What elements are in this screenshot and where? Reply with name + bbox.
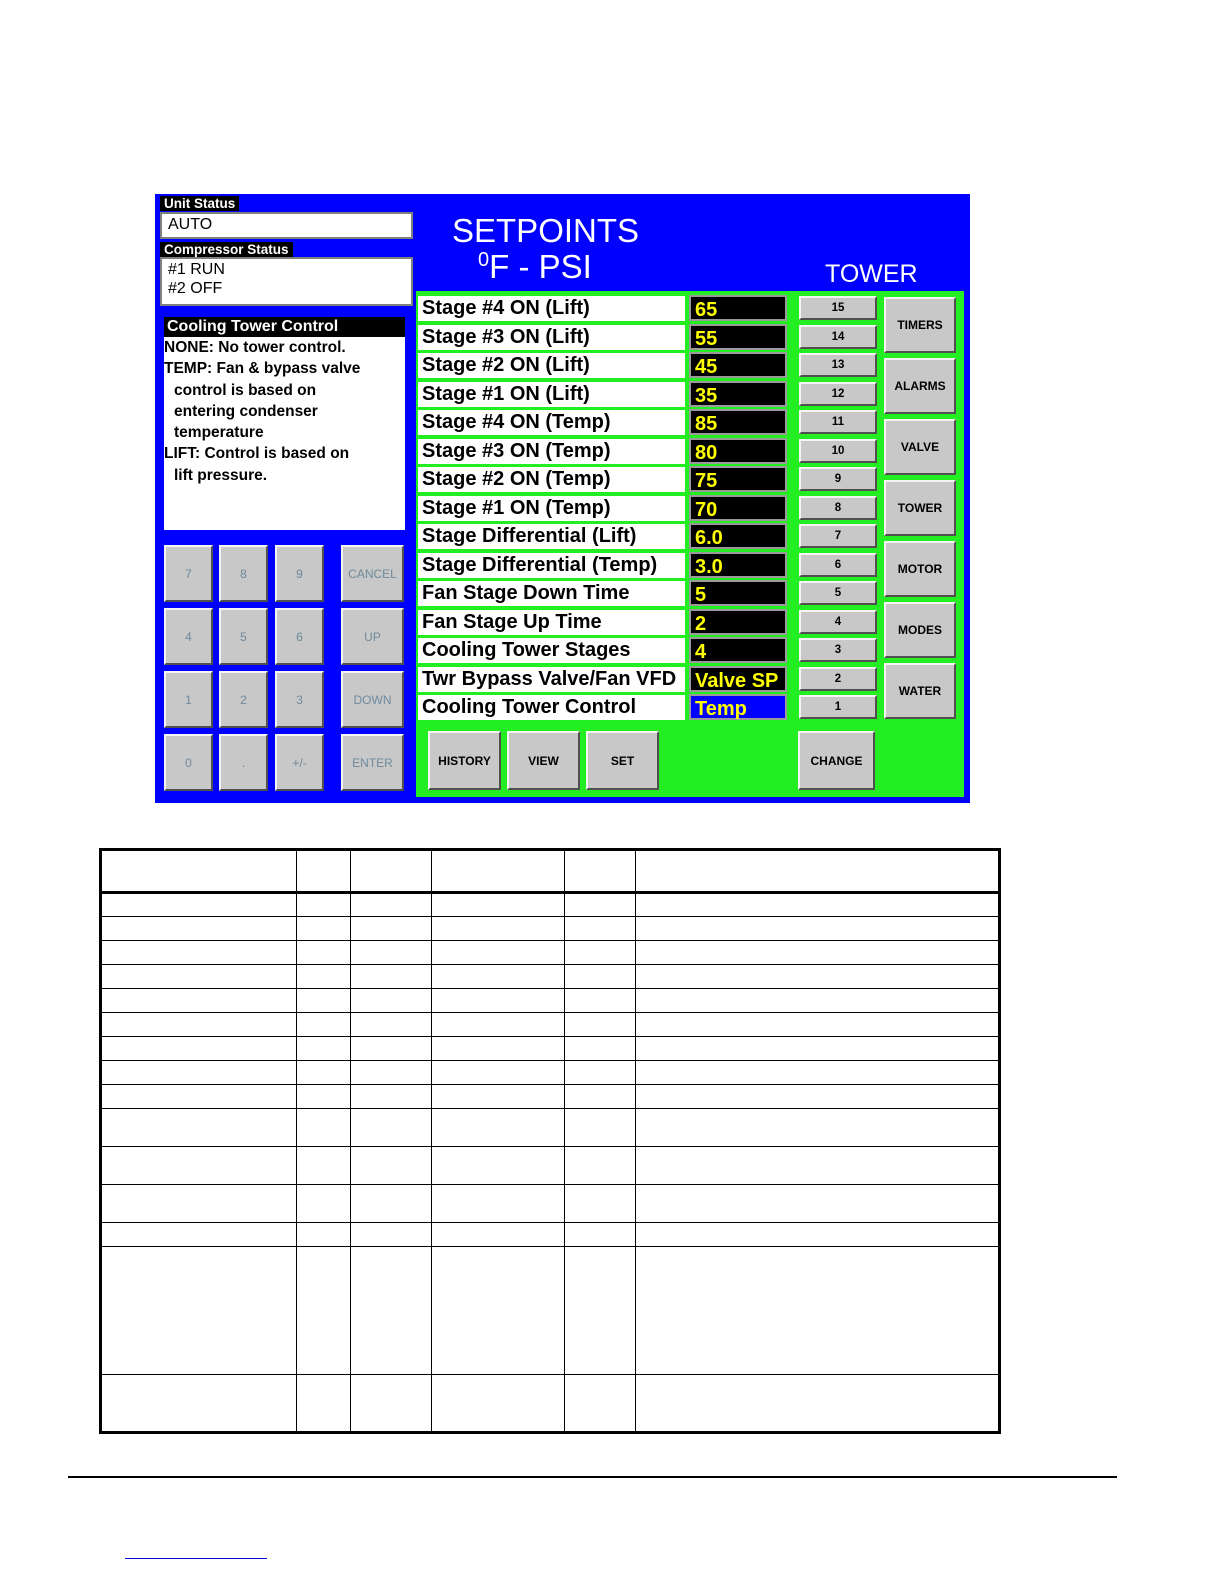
setpoint-value-field[interactable]: 80 xyxy=(689,438,787,464)
table-row xyxy=(101,1061,1000,1085)
table-header-cell xyxy=(565,850,636,893)
table-header-cell xyxy=(432,850,565,893)
table-cell xyxy=(565,1037,636,1061)
table-cell xyxy=(565,1185,636,1223)
table-cell xyxy=(565,989,636,1013)
table-cell xyxy=(565,1109,636,1147)
table-cell xyxy=(297,1061,351,1085)
info-panel-header: Cooling Tower Control xyxy=(164,317,405,337)
info-line: entering condenser xyxy=(174,402,318,420)
setpoint-label: Cooling Tower Stages xyxy=(418,638,685,663)
stage-button[interactable]: 11 xyxy=(799,410,877,434)
compressor-status-label: Compressor Status xyxy=(160,242,293,257)
table-row xyxy=(101,1375,1000,1433)
keypad-3-button[interactable]: 3 xyxy=(275,671,324,728)
info-line: NONE: No tower control. xyxy=(164,339,346,356)
table-cell xyxy=(432,1013,565,1037)
table-cell xyxy=(565,1013,636,1037)
table-cell xyxy=(636,1037,1000,1061)
keypad-4-button[interactable]: 4 xyxy=(164,608,213,665)
table-cell xyxy=(636,1185,1000,1223)
table-cell xyxy=(297,1375,351,1433)
stage-button[interactable]: 2 xyxy=(799,667,877,691)
table-row xyxy=(101,965,1000,989)
table-cell xyxy=(432,893,565,917)
table-cell xyxy=(432,941,565,965)
setpoint-label: Stage #4 ON (Lift) xyxy=(418,296,685,321)
table-cell xyxy=(351,1185,432,1223)
tower-button[interactable]: TOWER xyxy=(884,480,956,536)
keypad-9-button[interactable]: 9 xyxy=(275,545,324,602)
table-cell xyxy=(432,1147,565,1185)
info-line: control is based on xyxy=(174,381,317,399)
compressor-1-status: #1 RUN xyxy=(168,261,225,278)
table-row xyxy=(101,989,1000,1013)
table-cell xyxy=(432,1223,565,1247)
table-header-cell xyxy=(297,850,351,893)
keypad-key-button[interactable]: . xyxy=(219,734,268,791)
table-cell xyxy=(297,1085,351,1109)
table-cell xyxy=(432,1185,565,1223)
table-cell xyxy=(351,1061,432,1085)
stage-button[interactable]: 12 xyxy=(799,382,877,406)
table-row xyxy=(101,1247,1000,1375)
table-cell xyxy=(101,1085,297,1109)
water-button[interactable]: WATER xyxy=(884,663,956,719)
table-cell xyxy=(351,1147,432,1185)
table-cell xyxy=(636,893,1000,917)
table-row xyxy=(101,917,1000,941)
table-cell xyxy=(297,1185,351,1223)
timers-button[interactable]: TIMERS xyxy=(884,297,956,353)
keypad-6-button[interactable]: 6 xyxy=(275,608,324,665)
table-cell xyxy=(565,1223,636,1247)
stage-button[interactable]: 9 xyxy=(799,467,877,491)
setpoint-value-field[interactable]: 85 xyxy=(689,409,787,435)
keypad-up-button[interactable]: UP xyxy=(341,608,404,665)
units-degree: 0 xyxy=(478,249,490,271)
table-cell xyxy=(351,989,432,1013)
setpoint-label: Twr Bypass Valve/Fan VFD xyxy=(418,667,685,692)
table-cell xyxy=(636,941,1000,965)
set-button[interactable]: SET xyxy=(586,731,659,790)
keypad-cancel-button[interactable]: CANCEL xyxy=(341,545,404,602)
setpoint-value-field[interactable]: 65 xyxy=(689,295,787,321)
table-cell xyxy=(297,917,351,941)
table-cell xyxy=(297,1013,351,1037)
table-cell xyxy=(297,1037,351,1061)
stage-button[interactable]: 5 xyxy=(799,581,877,605)
compressor-status-box xyxy=(160,257,413,306)
setpoint-label: Stage #1 ON (Temp) xyxy=(418,496,685,521)
table-cell xyxy=(636,965,1000,989)
setpoint-value-field[interactable]: 4 xyxy=(689,637,787,663)
table-row xyxy=(101,893,1000,917)
table-cell xyxy=(101,917,297,941)
stage-button[interactable]: 7 xyxy=(799,524,877,548)
table-row xyxy=(101,1185,1000,1223)
table-cell xyxy=(432,965,565,989)
table-cell xyxy=(297,1247,351,1375)
table-cell xyxy=(432,917,565,941)
compressor-2-status: #2 OFF xyxy=(168,280,223,297)
table-cell xyxy=(297,893,351,917)
table-cell xyxy=(351,1013,432,1037)
setpoint-value-field[interactable]: 3.0 xyxy=(689,552,787,578)
table-row xyxy=(101,1037,1000,1061)
table-cell xyxy=(636,917,1000,941)
stage-button[interactable]: 8 xyxy=(799,496,877,520)
table-cell xyxy=(351,1037,432,1061)
table-cell xyxy=(101,965,297,989)
table-cell xyxy=(636,1013,1000,1037)
keypad-5-button[interactable]: 5 xyxy=(219,608,268,665)
setpoint-value-field[interactable]: 45 xyxy=(689,352,787,378)
table-cell xyxy=(565,1375,636,1433)
table-cell xyxy=(636,1247,1000,1375)
table-cell xyxy=(297,965,351,989)
table-row xyxy=(101,941,1000,965)
table-cell xyxy=(636,1375,1000,1433)
setpoint-value-field[interactable]: Temp xyxy=(689,694,787,720)
table-cell xyxy=(297,1223,351,1247)
unit-status-text: AUTO xyxy=(168,216,213,233)
table-row xyxy=(101,1223,1000,1247)
table-cell xyxy=(101,989,297,1013)
table-cell xyxy=(101,941,297,965)
setpoint-label: Stage #4 ON (Temp) xyxy=(418,410,685,435)
table-cell xyxy=(432,1085,565,1109)
table-header-row xyxy=(101,850,1000,893)
info-line: LIFT: Control is based on xyxy=(164,445,350,463)
setpoint-value-field[interactable]: 70 xyxy=(689,495,787,521)
setpoint-value-field[interactable]: 5 xyxy=(689,580,787,606)
table-cell xyxy=(351,1247,432,1375)
table-cell xyxy=(636,1085,1000,1109)
alarms-button[interactable]: ALARMS xyxy=(884,358,956,414)
table-cell xyxy=(351,1109,432,1147)
table-cell xyxy=(101,1223,297,1247)
setpoint-label: Stage #2 ON (Temp) xyxy=(418,467,685,492)
setpoint-value-field[interactable]: Valve SP xyxy=(689,666,787,692)
modes-button[interactable]: MODES xyxy=(884,602,956,658)
table-cell xyxy=(565,917,636,941)
table-cell xyxy=(101,1147,297,1185)
table-cell xyxy=(101,1037,297,1061)
setpoint-value-field[interactable]: 2 xyxy=(689,609,787,635)
table-cell xyxy=(351,1375,432,1433)
table-cell xyxy=(432,1247,565,1375)
table-cell xyxy=(565,1085,636,1109)
table-cell xyxy=(101,1185,297,1223)
table-cell xyxy=(565,941,636,965)
keypad-8-button[interactable]: 8 xyxy=(219,545,268,602)
table-cell xyxy=(297,989,351,1013)
table-cell xyxy=(432,989,565,1013)
stage-button[interactable]: 6 xyxy=(799,553,877,577)
table-cell xyxy=(351,893,432,917)
keypad-enter-button[interactable]: ENTER xyxy=(341,734,404,791)
stage-button[interactable]: 3 xyxy=(799,638,877,662)
table-header-cell xyxy=(101,850,297,893)
section-title: TOWER xyxy=(825,260,918,288)
table-row xyxy=(101,1085,1000,1109)
table-cell xyxy=(432,1061,565,1085)
setpoint-value-field[interactable]: 55 xyxy=(689,324,787,350)
motor-button[interactable]: MOTOR xyxy=(884,541,956,597)
info-line: lift pressure. xyxy=(174,466,268,484)
stage-button[interactable]: 13 xyxy=(799,353,877,377)
setpoint-label: Stage #3 ON (Temp) xyxy=(418,439,685,464)
table-cell xyxy=(432,1375,565,1433)
table-cell xyxy=(101,1013,297,1037)
setpoint-value-field[interactable]: 35 xyxy=(689,381,787,407)
table-cell xyxy=(565,1061,636,1085)
table-cell xyxy=(101,1375,297,1433)
setpoint-label: Stage #2 ON (Lift) xyxy=(418,353,685,378)
setpoint-label: Stage Differential (Lift) xyxy=(418,524,685,549)
stage-button[interactable]: 1 xyxy=(799,695,877,719)
stage-button[interactable]: 14 xyxy=(799,325,877,349)
table-cell xyxy=(351,917,432,941)
setpoint-label: Fan Stage Down Time xyxy=(418,581,685,606)
unit-status-label: Unit Status xyxy=(160,196,239,211)
setpoint-label: Stage Differential (Temp) xyxy=(418,553,685,578)
setpoint-label: Fan Stage Up Time xyxy=(418,610,685,635)
table-cell xyxy=(636,1109,1000,1147)
keypad-down-button[interactable]: DOWN xyxy=(341,671,404,728)
table-cell xyxy=(565,965,636,989)
keypad-0-button[interactable]: 0 xyxy=(164,734,213,791)
units-title xyxy=(478,248,592,286)
table-header-cell xyxy=(351,850,432,893)
table-cell xyxy=(351,941,432,965)
footer-rule xyxy=(68,1476,1117,1478)
keypad-1-button[interactable]: 1 xyxy=(164,671,213,728)
setpoint-label: Stage #1 ON (Lift) xyxy=(418,382,685,407)
table-cell xyxy=(565,893,636,917)
history-button[interactable]: HISTORY xyxy=(428,731,501,790)
table-cell xyxy=(101,1247,297,1375)
table-cell xyxy=(636,1061,1000,1085)
change-button[interactable]: CHANGE xyxy=(798,731,875,790)
table-cell xyxy=(432,1037,565,1061)
keypad-2-button[interactable]: 2 xyxy=(219,671,268,728)
table-cell xyxy=(351,965,432,989)
table-cell xyxy=(101,1061,297,1085)
setpoint-table xyxy=(99,848,1001,1434)
setpoints-screen xyxy=(155,194,970,803)
info-line: TEMP: Fan & bypass valve xyxy=(164,360,361,378)
cooling-tower-info-panel xyxy=(164,317,405,530)
table-cell xyxy=(351,1223,432,1247)
table-cell xyxy=(565,1147,636,1185)
table-row xyxy=(101,1109,1000,1147)
table-cell xyxy=(297,1147,351,1185)
table-header-cell xyxy=(636,850,1000,893)
table-cell xyxy=(565,1247,636,1375)
stage-button[interactable]: 10 xyxy=(799,439,877,463)
keypad-7-button[interactable]: 7 xyxy=(164,545,213,602)
setpoint-label: Stage #3 ON (Lift) xyxy=(418,325,685,350)
valve-button[interactable]: VALVE xyxy=(884,419,956,475)
table-cell xyxy=(351,1085,432,1109)
page-title: SETPOINTS xyxy=(452,212,640,249)
table-row xyxy=(101,1147,1000,1185)
units-text: F - PSI xyxy=(489,248,592,285)
setpoint-value-field[interactable]: 6.0 xyxy=(689,523,787,549)
footer-link-underline xyxy=(125,1558,267,1559)
table-cell xyxy=(101,1109,297,1147)
view-button[interactable]: VIEW xyxy=(507,731,580,790)
table-cell xyxy=(432,1109,565,1147)
table-cell xyxy=(636,1147,1000,1185)
table-cell xyxy=(297,1109,351,1147)
table-cell xyxy=(297,941,351,965)
setpoint-value-field[interactable]: 75 xyxy=(689,466,787,492)
info-line: temperature xyxy=(174,424,264,442)
setpoint-label: Cooling Tower Control xyxy=(418,695,685,720)
table-cell xyxy=(101,893,297,917)
table-row xyxy=(101,1013,1000,1037)
table-cell xyxy=(636,1223,1000,1247)
unit-status-value xyxy=(160,212,413,239)
table-cell xyxy=(636,989,1000,1013)
stage-button[interactable]: 15 xyxy=(799,296,877,320)
keypad-key-button[interactable]: +/- xyxy=(275,734,324,791)
stage-button[interactable]: 4 xyxy=(799,610,877,634)
